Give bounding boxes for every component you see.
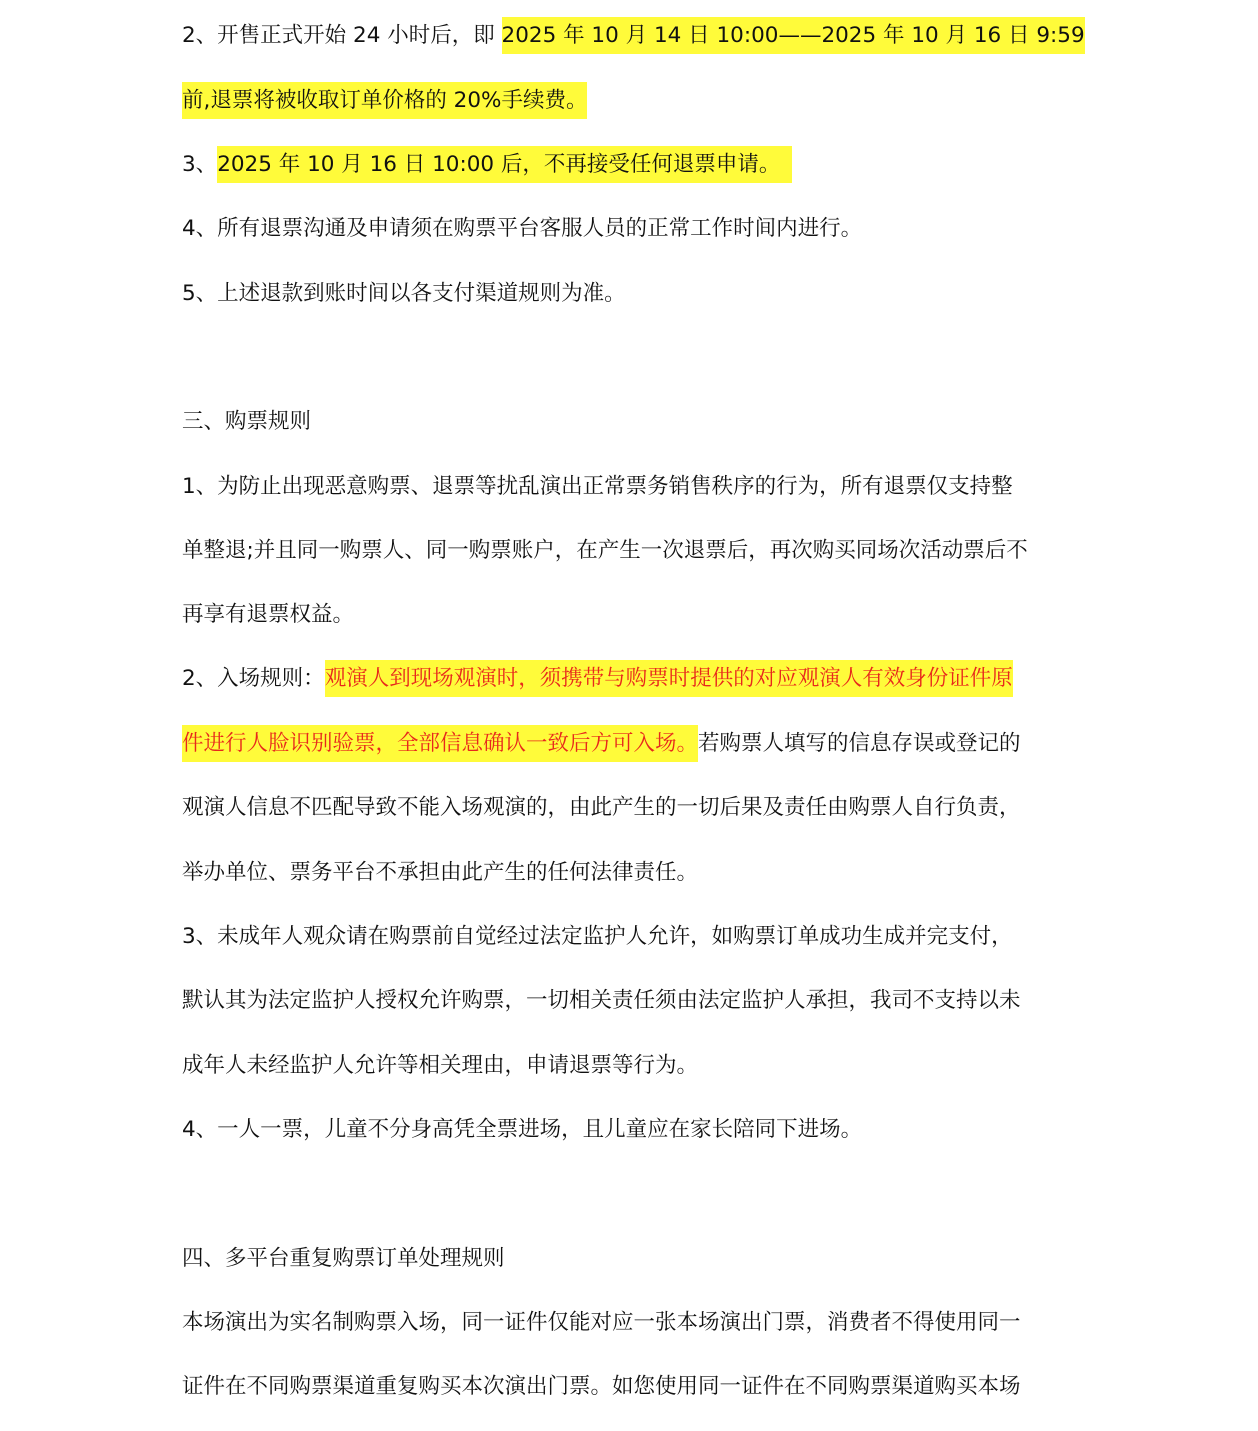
purchase-item-2-emphasis-1: 观演人到现场观演时，须携带与购票时提供的对应观演人有效身份证件原 [325, 660, 1013, 697]
purchase-item-1-line-2: 单整退;并且同一购票人、同一购票账户，在产生一次退票后，再次购买同场次活动票后不 [182, 538, 1028, 563]
purchase-item-3-line-1: 3、未成年人观众请在购票前自觉经过法定监护人允许，如购票订单成功生成并完支付， [182, 924, 1013, 949]
purchase-item-2-rest: 若购票人填写的信息存误或登记的 [698, 731, 1021, 756]
purchase-item-1-line-1: 1、为防止出现恶意购票、退票等扰乱演出正常票务销售秩序的行为，所有退票仅支持整 [182, 474, 1013, 499]
purchase-item-3-line-2: 默认其为法定监护人授权允许购票，一切相关责任须由法定监护人承担，我司不支持以未 [182, 988, 1021, 1013]
refund-item-2-line-2 [182, 79, 587, 123]
purchase-item-2-emphasis-2: 件进行人脸识别验票，全部信息确认一致后方可入场。 [182, 725, 698, 762]
purchase-item-4: 4、一人一票，儿童不分身高凭全票进场，且儿童应在家长陪同下进场。 [182, 1117, 863, 1142]
purchase-item-3-line-3: 成年人未经监护人允许等相关理由，申请退票等行为。 [182, 1053, 699, 1078]
refund-item-2-highlight-1: 2025 年 10 月 14 日 10:00——2025 年 10 月 16 日 9:59 [502, 17, 1085, 54]
purchase-item-2-line-1 [182, 657, 1013, 701]
purchase-item-2-line-4: 举办单位、票务平台不承担由此产生的任何法律责任。 [182, 860, 699, 885]
refund-item-4: 4、所有退票沟通及申请须在购票平台客服人员的正常工作时间内进行。 [182, 216, 863, 241]
purchase-item-2-line-3: 观演人信息不匹配导致不能入场观演的，由此产生的一切后果及责任由购票人自行负责， [182, 795, 1021, 820]
refund-item-2-line-1 [182, 14, 1085, 58]
duplicate-orders-line-1: 本场演出为实名制购票入场，同一证件仅能对应一张本场演出门票，消费者不得使用同一 [182, 1310, 1021, 1335]
section-heading-duplicate-orders: 四、多平台重复购票订单处理规则 [182, 1246, 505, 1271]
duplicate-orders-line-2: 证件在不同购票渠道重复购买本次演出门票。如您使用同一证件在不同购票渠道购买本场 [182, 1374, 1021, 1399]
refund-item-2-highlight-2: 前,退票将被收取订单价格的 20%手续费。 [182, 82, 587, 119]
purchase-item-2-prefix: 2、入场规则： [182, 666, 325, 691]
purchase-item-1-line-3: 再享有退票权益。 [182, 602, 355, 627]
refund-item-3-prefix: 3、 [182, 152, 218, 177]
refund-item-2-prefix: 2、开售正式开始 24 小时后，即 [182, 23, 502, 48]
refund-item-5: 5、上述退款到账时间以各支付渠道规则为准。 [182, 281, 626, 306]
refund-item-3-highlight: 2025 年 10 月 16 日 10:00 后，不再接受任何退票申请。 [217, 146, 792, 183]
section-heading-purchase-rules: 三、购票规则 [182, 409, 312, 434]
purchase-item-2-line-2 [182, 722, 1021, 766]
refund-item-3 [182, 143, 792, 187]
